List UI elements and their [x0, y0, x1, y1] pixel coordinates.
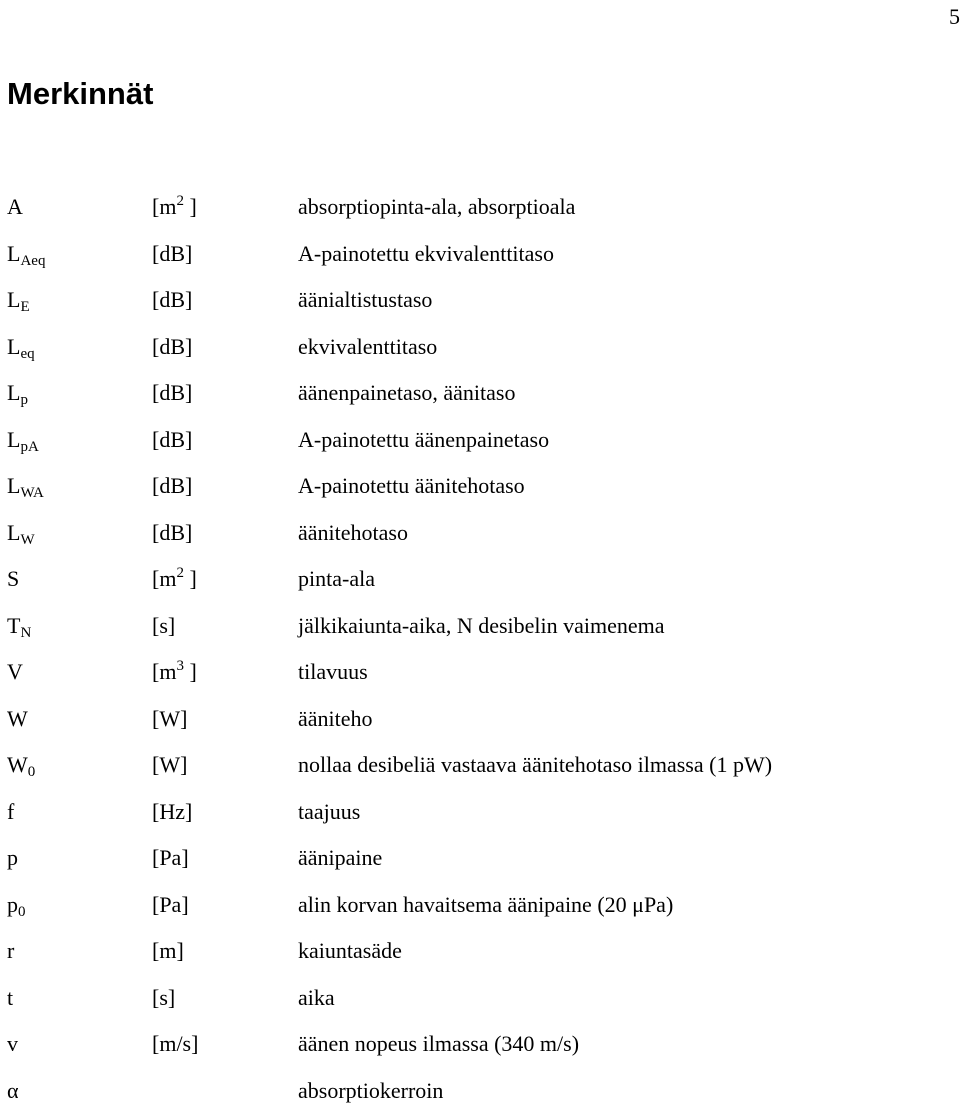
symbol-row — [0, 184, 960, 231]
unit-close: ] — [184, 194, 197, 219]
symbol-subscript: 0 — [18, 904, 26, 920]
symbol-row — [0, 928, 960, 975]
unit — [152, 231, 192, 278]
symbol-description: A-painotettu äänenpainetaso — [298, 417, 549, 464]
unit — [152, 696, 187, 743]
unit — [152, 277, 192, 324]
symbol-row — [0, 789, 960, 836]
symbol-subscript: 0 — [28, 764, 36, 780]
symbol — [7, 789, 14, 836]
symbol-description: pinta-ala — [298, 556, 375, 603]
symbol-description: aika — [298, 975, 335, 1022]
symbol-description: ääniteho — [298, 696, 373, 743]
unit — [152, 928, 184, 975]
symbol — [7, 649, 23, 696]
symbol-description: ekvivalenttitaso — [298, 324, 437, 371]
symbol — [7, 1021, 18, 1068]
symbol-subscript: pA — [20, 439, 38, 455]
symbol — [7, 184, 23, 231]
symbol-row — [0, 696, 960, 743]
unit-text: [s] — [152, 985, 175, 1010]
symbol-base: f — [7, 799, 14, 824]
symbol-row — [0, 324, 960, 371]
symbol-description: A-painotettu äänitehotaso — [298, 463, 525, 510]
symbol-description: A-painotettu ekvivalenttitaso — [298, 231, 554, 278]
unit-text: [m — [152, 566, 176, 591]
symbol — [7, 417, 39, 464]
unit-text: [dB] — [152, 427, 192, 452]
symbol-row — [0, 975, 960, 1022]
unit — [152, 835, 189, 882]
symbol-base: A — [7, 194, 23, 219]
symbol — [7, 556, 19, 603]
symbol — [7, 882, 26, 929]
unit-text: [m — [152, 659, 176, 684]
symbol-description: äänitehotaso — [298, 510, 408, 557]
symbol-row — [0, 1021, 960, 1068]
unit — [152, 417, 192, 464]
unit-text: [m] — [152, 938, 184, 963]
unit-close: ] — [184, 659, 197, 684]
symbol — [7, 231, 45, 278]
symbol — [7, 603, 31, 650]
unit-close: ] — [184, 566, 197, 591]
unit-exponent: 2 — [176, 193, 184, 209]
symbol-base: L — [7, 473, 20, 498]
unit-text: [dB] — [152, 380, 192, 405]
symbol — [7, 1068, 19, 1114]
symbol-base: v — [7, 1031, 18, 1056]
symbol-subscript: W — [20, 532, 34, 548]
unit-text: [m — [152, 194, 176, 219]
symbol — [7, 696, 28, 743]
symbol-description: äänenpainetaso, äänitaso — [298, 370, 515, 417]
symbol-description: jälkikaiunta-aika, N desibelin vaimenema — [298, 603, 665, 650]
symbol-base: p — [7, 892, 18, 917]
symbol-base: W — [7, 752, 28, 777]
symbol — [7, 463, 44, 510]
unit — [152, 742, 187, 789]
unit-text: [dB] — [152, 334, 192, 359]
unit-text: [Pa] — [152, 892, 189, 917]
symbol-description: nollaa desibeliä vastaava äänitehotaso ilmassa (1 pW) — [298, 742, 772, 789]
symbol-row — [0, 463, 960, 510]
symbol-base: L — [7, 334, 20, 359]
unit-text: [s] — [152, 613, 175, 638]
unit — [152, 510, 192, 557]
unit-text: [dB] — [152, 520, 192, 545]
symbol-row — [0, 277, 960, 324]
symbol — [7, 928, 14, 975]
symbol-row — [0, 510, 960, 557]
unit — [152, 649, 197, 696]
unit-text: [Hz] — [152, 799, 192, 824]
symbol — [7, 277, 30, 324]
unit-text: [dB] — [152, 287, 192, 312]
unit — [152, 324, 192, 371]
unit — [152, 603, 175, 650]
unit-text: [Pa] — [152, 845, 189, 870]
symbol-base: r — [7, 938, 14, 963]
symbol — [7, 370, 28, 417]
unit-text: [W] — [152, 706, 187, 731]
unit — [152, 184, 197, 231]
symbol — [7, 742, 35, 789]
symbol-description: alin korvan havaitsema äänipaine (20 μPa) — [298, 882, 673, 929]
symbol-description: äänen nopeus ilmassa (340 m/s) — [298, 1021, 579, 1068]
symbol-base: S — [7, 566, 19, 591]
symbol-row — [0, 1068, 960, 1114]
symbol — [7, 324, 35, 371]
symbol-base: T — [7, 613, 20, 638]
unit-text: [m/s] — [152, 1031, 198, 1056]
symbol-base: V — [7, 659, 23, 684]
symbol-description: kaiuntasäde — [298, 928, 402, 975]
symbol-subscript: Aeq — [20, 253, 45, 269]
symbol-description: absorptiopinta-ala, absorptioala — [298, 184, 575, 231]
unit-text: [W] — [152, 752, 187, 777]
symbol-row — [0, 417, 960, 464]
symbol-base: p — [7, 845, 18, 870]
symbol-row — [0, 231, 960, 278]
symbol-row — [0, 603, 960, 650]
symbol-base: L — [7, 380, 20, 405]
unit — [152, 463, 192, 510]
symbol-row — [0, 370, 960, 417]
unit — [152, 1021, 198, 1068]
page-title: Merkinnät — [7, 72, 153, 116]
unit-exponent: 2 — [176, 565, 184, 581]
symbol-description: äänialtistustaso — [298, 277, 432, 324]
unit — [152, 556, 197, 603]
symbol-description: tilavuus — [298, 649, 368, 696]
symbol — [7, 975, 13, 1022]
symbol-row — [0, 556, 960, 603]
symbol-subscript: p — [20, 392, 28, 408]
symbol-base: α — [7, 1078, 19, 1103]
symbol-subscript: eq — [20, 346, 34, 362]
symbol-subscript: WA — [20, 485, 43, 501]
unit — [152, 882, 189, 929]
symbol-description: taajuus — [298, 789, 360, 836]
unit-exponent: 3 — [176, 658, 184, 674]
symbol-base: L — [7, 520, 20, 545]
symbol-description: äänipaine — [298, 835, 382, 882]
symbol-description: absorptiokerroin — [298, 1068, 443, 1114]
symbol-row — [0, 649, 960, 696]
symbol-base: W — [7, 706, 28, 731]
unit — [152, 789, 192, 836]
symbol-subscript: E — [20, 299, 29, 315]
symbol-base: L — [7, 241, 20, 266]
unit-text: [dB] — [152, 241, 192, 266]
unit-text: [dB] — [152, 473, 192, 498]
symbol-base: t — [7, 985, 13, 1010]
unit — [152, 370, 192, 417]
symbol-row — [0, 882, 960, 929]
symbol-row — [0, 835, 960, 882]
symbol-base: L — [7, 287, 20, 312]
symbol-row — [0, 742, 960, 789]
page-number: 5 — [949, 0, 960, 34]
unit — [152, 975, 175, 1022]
symbol-list — [0, 184, 960, 1114]
symbol — [7, 510, 35, 557]
symbol — [7, 835, 18, 882]
symbol-base: L — [7, 427, 20, 452]
symbol-subscript: N — [20, 625, 31, 641]
